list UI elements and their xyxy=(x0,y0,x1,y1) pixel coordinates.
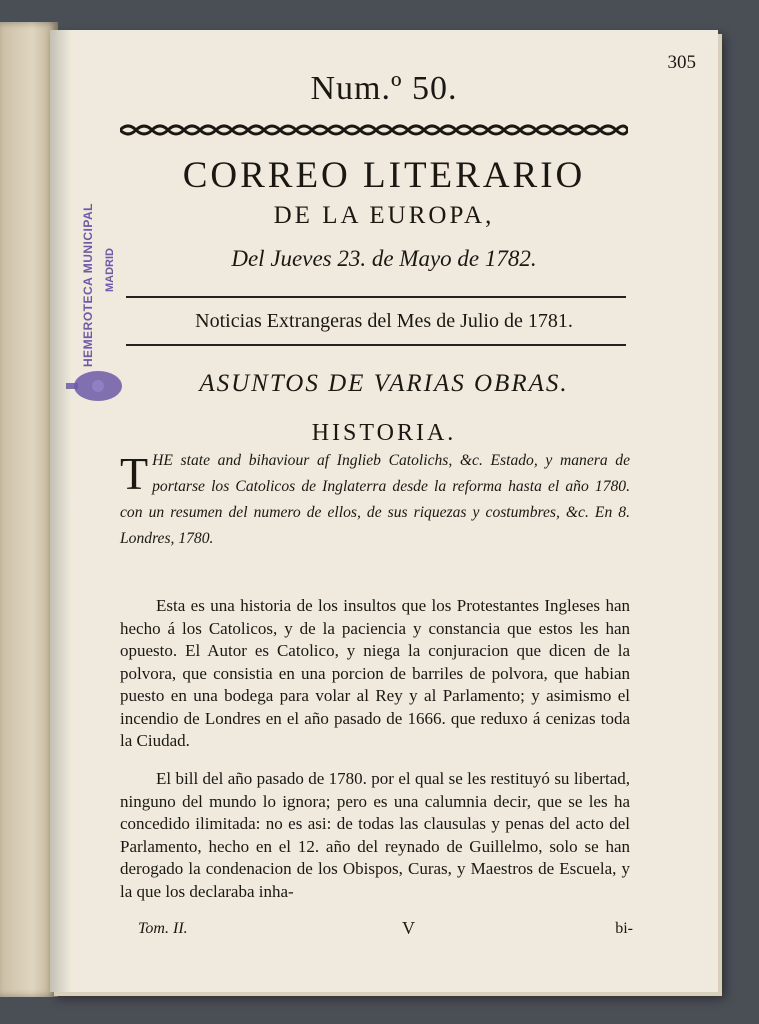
catchword: bi- xyxy=(615,920,633,937)
ornamental-rule xyxy=(120,122,628,138)
library-seal-icon xyxy=(64,366,124,406)
signature-mark: V xyxy=(402,918,415,938)
drop-cap: T xyxy=(120,448,149,499)
stamp-text: HEMEROTECA MUNICIPAL xyxy=(81,203,95,367)
issue-number: Num.º 50. xyxy=(310,70,458,107)
masthead-title: CORREO LITERARIO xyxy=(182,155,586,196)
body-paragraph: El bill del año pasado de 1780. por el qual se les restituyó su libertad, ninguno del mundo lo ignora; pero es una calumnia decir, que se les ha concedido ilimitada: no es asi: de todas las clausulas y penas del acto del Parlamento, hecho en el 12. año del reynado de Guillelmo, solo se han derogado la condenacion de los Obispos, Curas, y Maestros de Escuela, y la que los declaraba inha- xyxy=(120,769,630,901)
library-stamp xyxy=(76,203,120,367)
bottom-rule xyxy=(126,344,626,346)
citation-text: HE state and bihaviour af Inglieb Catolichs, &c. Estado, y manera de portarse los Catolicos de Inglaterra desde la reforma hasta el año 1780. con un resumen del numero de ellos, de sus riquezas y costumbres, &c. En 8. Londres, 1780. xyxy=(120,452,630,547)
section-heading: ASUNTOS DE VARIAS OBRAS. xyxy=(199,370,569,397)
issue-date: Del Jueves 23. de Mayo de 1782. xyxy=(231,246,537,271)
book-citation xyxy=(120,448,630,552)
body-paragraph: Esta es una historia de los insultos que los Protestantes Ingleses han hecho á los Catolicos, y de la paciencia y constancia que estos les han opuesto. El Autor es Catolico, y niega la conjuracion que dicen de la polvora, que consistia en una porcion de barriles de polvora, que habian puesto en una bodega para volar al Rey y al Parlamento; y asimismo el incendio de Londres en el año pasado de 1666. que reduxo á cenizas toda la Ciudad. xyxy=(120,596,630,750)
stamp-text: MADRID xyxy=(104,248,116,292)
news-heading: Noticias Extrangeras del Mes de Julio de 1781. xyxy=(195,310,573,332)
volume-footer: Tom. II. xyxy=(138,920,188,937)
top-rule xyxy=(126,296,626,298)
page-number: 305 xyxy=(667,52,696,73)
masthead-subtitle: DE LA EUROPA, xyxy=(273,202,495,229)
newspaper-page xyxy=(50,30,718,992)
subsection-heading: HISTORIA. xyxy=(311,420,457,446)
